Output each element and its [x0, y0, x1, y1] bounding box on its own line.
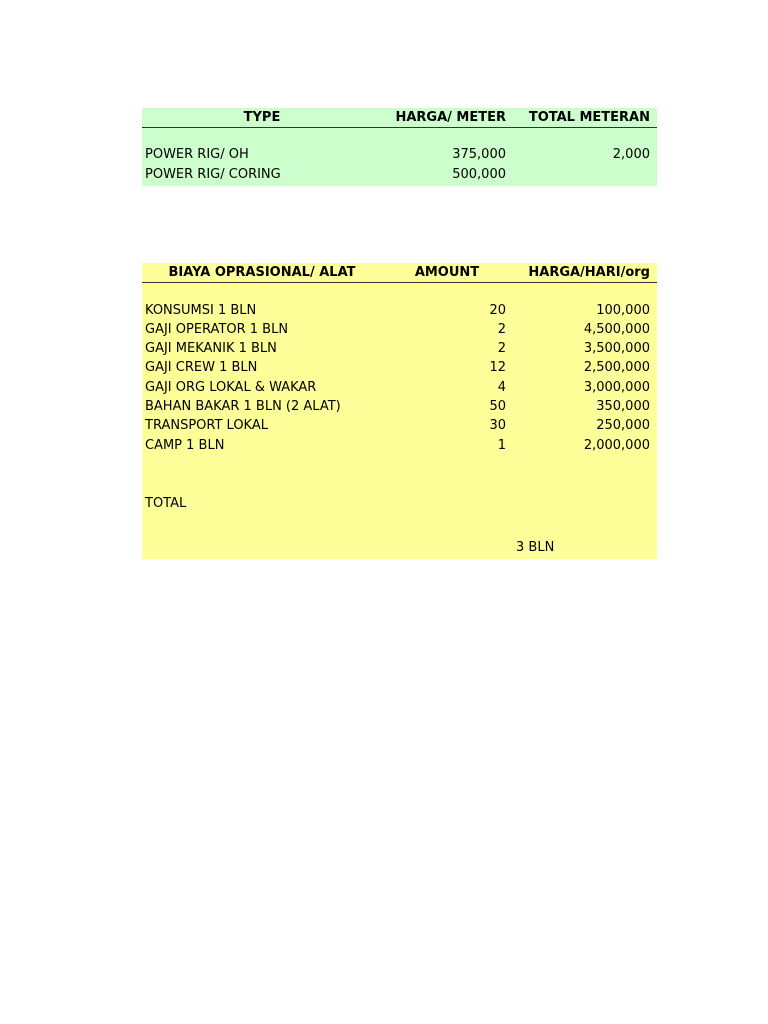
header-underline [142, 282, 657, 283]
duration-row [142, 538, 657, 557]
harga-cell: 3,000,000 [583, 380, 650, 395]
amount-cell: 4 [497, 380, 506, 395]
table-row [142, 436, 657, 455]
table-row [142, 320, 657, 339]
table-row [142, 358, 657, 377]
header-underline [142, 127, 657, 128]
amount-cell: 1 [497, 438, 506, 453]
total-row [142, 494, 657, 513]
item-cell: GAJI ORG LOKAL & WAKAR [145, 380, 317, 395]
table-header-row [142, 108, 657, 127]
table-row [142, 301, 657, 320]
harga-cell: 500,000 [452, 167, 506, 182]
harga-cell: 350,000 [596, 399, 650, 414]
type-cell: POWER RIG/ CORING [145, 167, 281, 182]
table-row [142, 416, 657, 435]
harga-cell: 250,000 [596, 418, 650, 433]
table-row [142, 378, 657, 397]
total-label: TOTAL [145, 496, 187, 511]
header-amount: AMOUNT [414, 265, 480, 280]
item-cell: KONSUMSI 1 BLN [145, 303, 257, 318]
header-biaya-oprasional: BIAYA OPRASIONAL/ ALAT [168, 265, 356, 280]
table-row [142, 165, 657, 184]
amount-cell: 12 [489, 360, 506, 375]
header-type: TYPE [243, 110, 281, 125]
table-header-row [142, 263, 657, 282]
operational-cost-table [142, 263, 657, 559]
header-harga-meter: HARGA/ METER [395, 110, 506, 125]
harga-cell: 3,500,000 [583, 341, 650, 356]
harga-cell: 100,000 [596, 303, 650, 318]
duration-label: 3 BLN [516, 540, 555, 555]
harga-cell: 4,500,000 [583, 322, 650, 337]
table-row [142, 339, 657, 358]
total-cell: 2,000 [612, 147, 650, 162]
type-cell: POWER RIG/ OH [145, 147, 249, 162]
item-cell: TRANSPORT LOKAL [145, 418, 268, 433]
item-cell: GAJI MEKANIK 1 BLN [145, 341, 277, 356]
amount-cell: 2 [497, 322, 506, 337]
price-per-meter-table [142, 108, 657, 186]
amount-cell: 30 [489, 418, 506, 433]
table-row [142, 397, 657, 416]
item-cell: BAHAN BAKAR 1 BLN (2 ALAT) [145, 399, 341, 414]
amount-cell: 20 [489, 303, 506, 318]
harga-cell: 2,000,000 [583, 438, 650, 453]
item-cell: GAJI CREW 1 BLN [145, 360, 258, 375]
item-cell: GAJI OPERATOR 1 BLN [145, 322, 289, 337]
amount-cell: 50 [489, 399, 506, 414]
harga-cell: 2,500,000 [583, 360, 650, 375]
harga-cell: 375,000 [452, 147, 506, 162]
header-total-meteran: TOTAL METERAN [528, 110, 650, 125]
table-row [142, 145, 657, 164]
amount-cell: 2 [497, 341, 506, 356]
item-cell: CAMP 1 BLN [145, 438, 225, 453]
header-harga-hari-org: HARGA/HARI/org [528, 265, 650, 280]
